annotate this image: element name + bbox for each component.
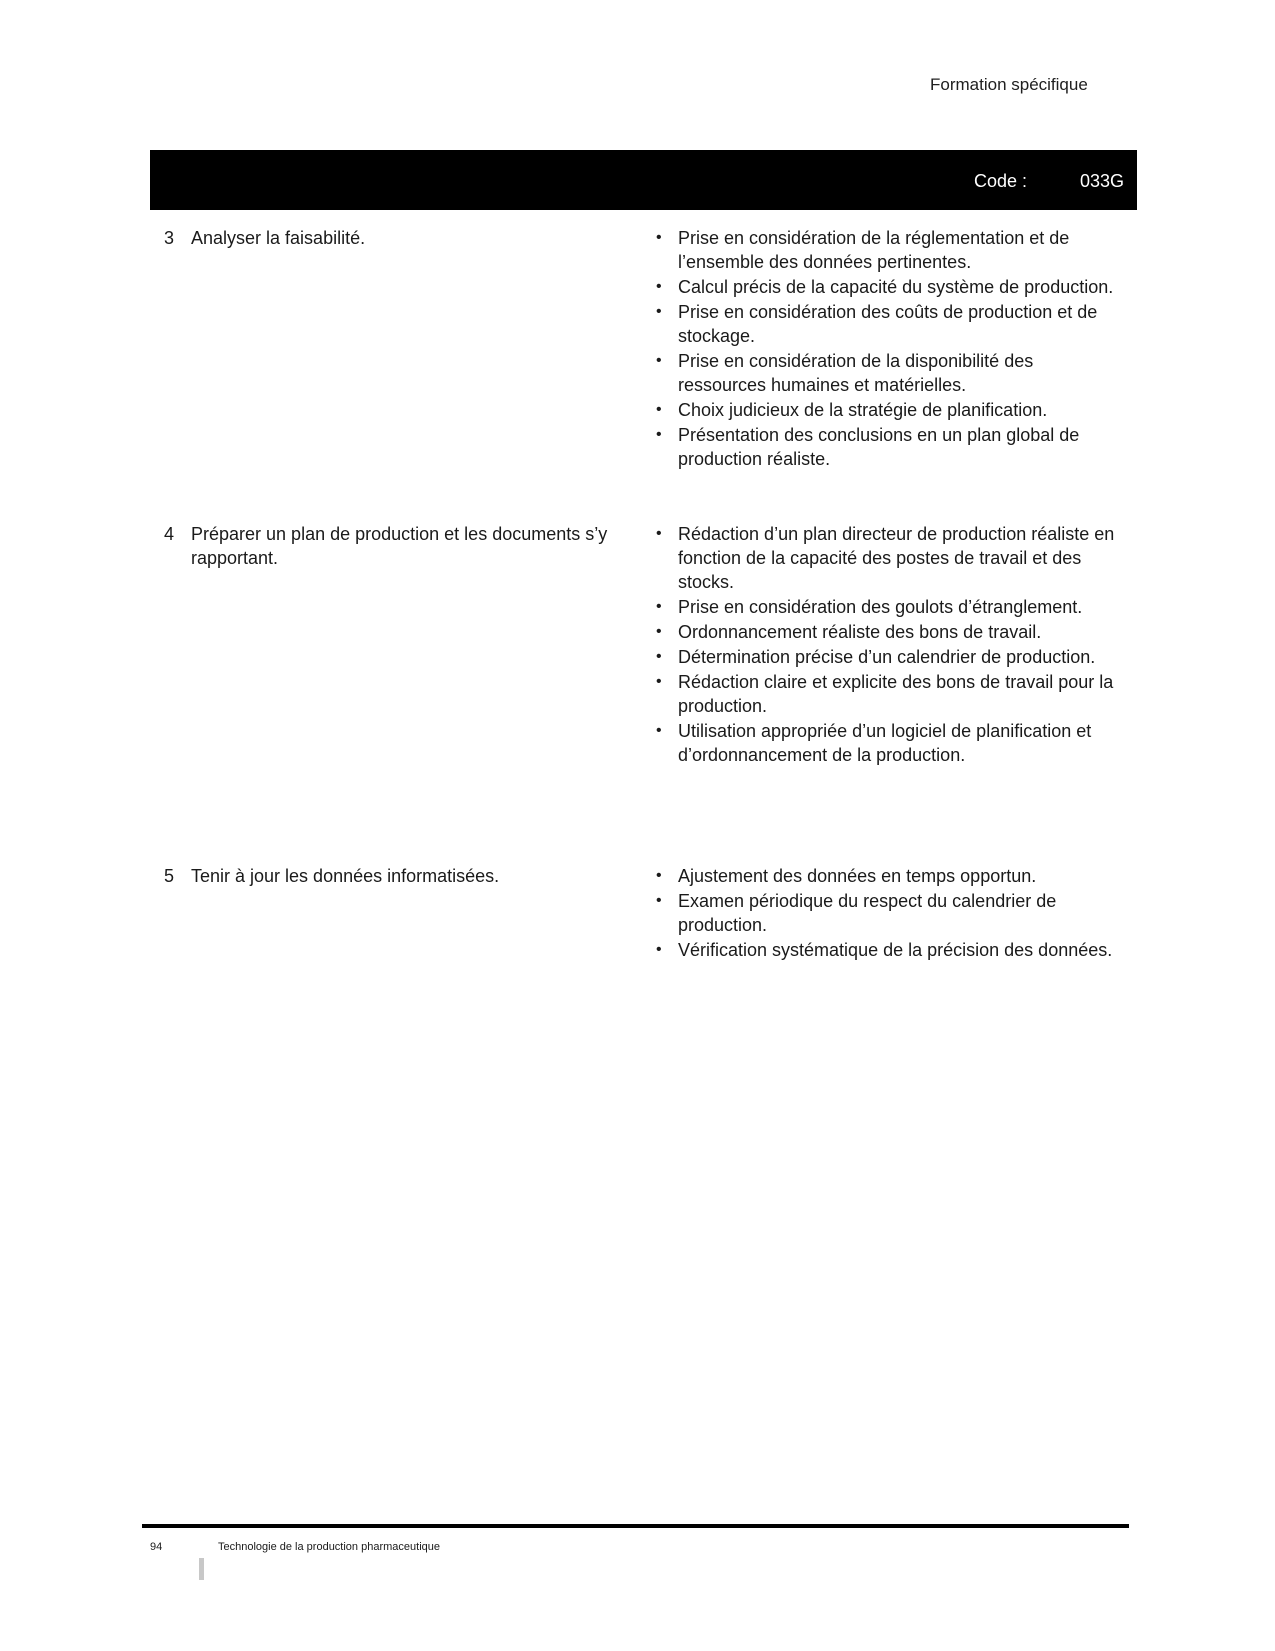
competency-number: 5 (164, 866, 175, 886)
bullet-icon: • (656, 229, 662, 246)
competency-4 (164, 522, 644, 570)
criterion-text: Choix judicieux de la stratégie de planification. (678, 400, 1048, 420)
criterion-item (656, 938, 1118, 962)
bullet-icon: • (656, 867, 662, 884)
competency-5 (164, 864, 644, 888)
bullet-icon: • (656, 426, 662, 443)
page-number: 94 (150, 1541, 163, 1553)
criterion-item (656, 226, 1118, 274)
competency-text: Analyser la faisabilité. (191, 228, 366, 248)
criterion-item (656, 645, 1118, 669)
bullet-icon: • (656, 352, 662, 369)
code-label: Code : (974, 171, 1028, 191)
running-header: Formation spécifique (930, 75, 1088, 94)
criterion-item (656, 620, 1118, 644)
bullet-icon: • (656, 623, 662, 640)
bullet-icon: • (656, 673, 662, 690)
criterion-text: Ordonnancement réaliste des bons de travail. (678, 622, 1042, 642)
criterion-text: Prise en considération de la réglementation et de l’ensemble des données pertinentes. (678, 228, 1070, 272)
criterion-item (656, 864, 1118, 888)
bullet-icon: • (656, 525, 662, 542)
footer-mark (199, 1558, 204, 1580)
bullet-icon: • (656, 303, 662, 320)
footer-rule (142, 1524, 1129, 1528)
criterion-text: Rédaction claire et explicite des bons de travail pour la production. (678, 672, 1114, 716)
bullet-icon: • (656, 722, 662, 739)
criterion-item (656, 275, 1118, 299)
criterion-text: Détermination précise d’un calendrier de production. (678, 647, 1096, 667)
bullet-icon: • (656, 598, 662, 615)
criterion-item (656, 349, 1118, 397)
bullet-icon: • (656, 648, 662, 665)
criteria-list-4 (656, 522, 1118, 768)
criterion-item (656, 423, 1118, 471)
competency-number: 4 (164, 524, 175, 544)
criterion-text: Calcul précis de la capacité du système de production. (678, 277, 1114, 297)
bullet-icon: • (656, 401, 662, 418)
criterion-item (656, 522, 1118, 594)
competency-text: Tenir à jour les données informatisées. (191, 866, 500, 886)
criterion-text: Ajustement des données en temps opportun. (678, 866, 1037, 886)
criterion-item (656, 719, 1118, 767)
criterion-text: Présentation des conclusions en un plan global de production réaliste. (678, 425, 1080, 469)
criterion-item (656, 595, 1118, 619)
criterion-text: Examen périodique du respect du calendrier de production. (678, 891, 1057, 935)
criterion-text: Rédaction d’un plan directeur de production réaliste en fonction de la capacité des postes de travail et des stocks. (678, 524, 1115, 592)
criterion-item (656, 300, 1118, 348)
criterion-text: Prise en considération des coûts de production et de stockage. (678, 302, 1098, 346)
program-code: 033G (1080, 171, 1125, 191)
competency-3 (164, 226, 644, 250)
bullet-icon: • (656, 941, 662, 958)
criterion-text: Prise en considération des goulots d’étranglement. (678, 597, 1083, 617)
competency-number: 3 (164, 228, 175, 248)
criteria-list-5 (656, 864, 1118, 963)
criteria-list-3 (656, 226, 1118, 472)
footer-title: Technologie de la production pharmaceutique (218, 1541, 440, 1553)
bullet-icon: • (656, 278, 662, 295)
criterion-item (656, 889, 1118, 937)
bullet-icon: • (656, 892, 662, 909)
criterion-text: Prise en considération de la disponibilité des ressources humaines et matérielles. (678, 351, 1034, 395)
competency-text: Préparer un plan de production et les documents s’y rapportant. (191, 524, 608, 568)
criterion-text: Vérification systématique de la précision des données. (678, 940, 1113, 960)
criterion-item (656, 670, 1118, 718)
criterion-item (656, 398, 1118, 422)
criterion-text: Utilisation appropriée d’un logiciel de planification et d’ordonnancement de la production. (678, 721, 1092, 765)
